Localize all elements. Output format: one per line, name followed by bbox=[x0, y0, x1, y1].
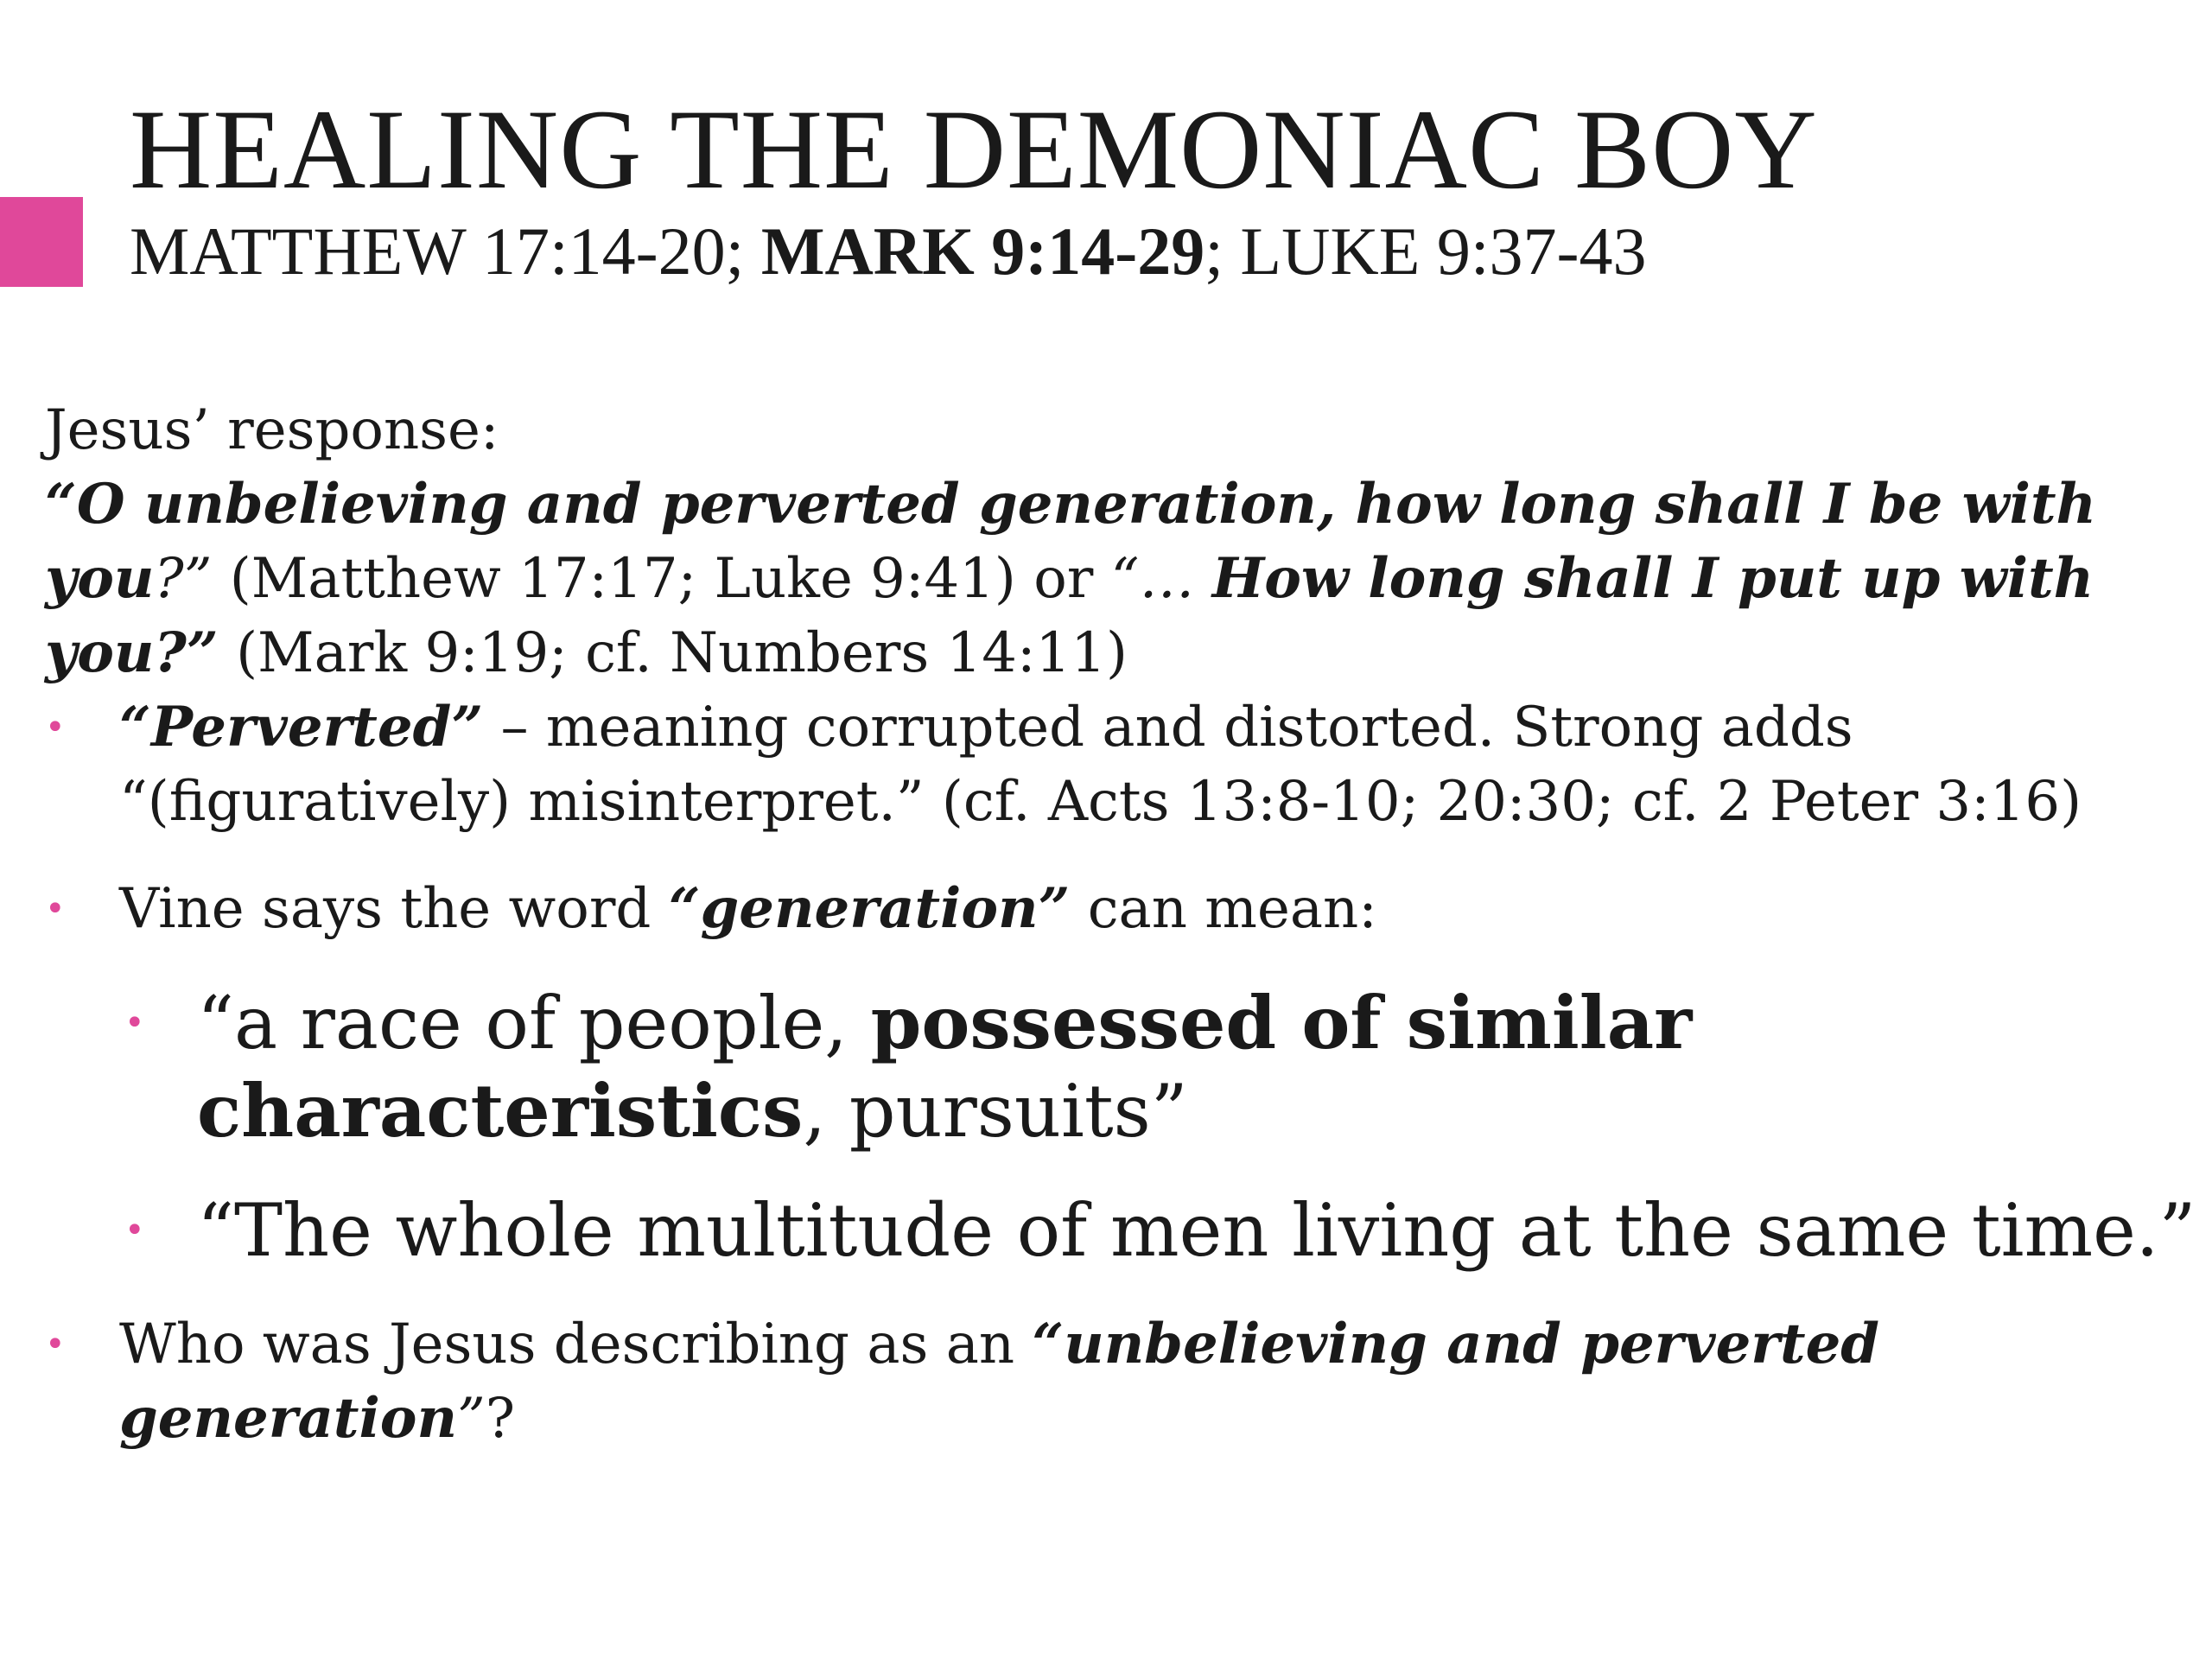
accent-block bbox=[0, 197, 83, 287]
list-item-perverted bbox=[45, 690, 2188, 839]
slide-subtitle bbox=[130, 214, 1647, 289]
multitude-text: “The whole multitude of men living at the same time.” bbox=[197, 1188, 2196, 1273]
race-text-start: “a race of people, bbox=[197, 981, 871, 1065]
subtitle-matthew: MATTHEW 17:14-20; bbox=[130, 213, 761, 289]
list-item-race bbox=[45, 979, 2188, 1155]
race-bold-text: possessed of similar characteristics bbox=[197, 980, 1693, 1154]
term-perverted: “Perverted” bbox=[119, 695, 484, 760]
bullet-icon: • bbox=[45, 708, 66, 747]
term-unbelieving-generation: “unbelieving and perverted generation bbox=[119, 1312, 1880, 1451]
bullet-icon: • bbox=[124, 1211, 145, 1250]
quote-ref1: (Matthew 17:17; Luke 9:41) or bbox=[212, 547, 1111, 611]
subtitle-luke: ; LUKE 9:37-43 bbox=[1205, 213, 1647, 289]
vine-sub-list bbox=[119, 979, 2196, 1274]
perverted-definition: – meaning corrupted and distorted. Strong adds “(figuratively) misinterpret.” (cf. Acts 13:8-10; 20:30; cf. 2 Peter 3:16) bbox=[119, 696, 2082, 834]
bullet-icon: • bbox=[124, 1003, 145, 1043]
term-close-quote: ” bbox=[457, 1387, 486, 1451]
list-item-vine bbox=[45, 872, 2196, 1274]
quote-part2: How long shall I put up with you?” bbox=[45, 546, 2094, 685]
quote-ref2: (Mark 9:19; cf. Numbers 14:11) bbox=[218, 621, 1128, 685]
question-mark: ? bbox=[485, 1387, 516, 1451]
list-item-question bbox=[45, 1307, 2188, 1456]
jesus-quote bbox=[45, 467, 2188, 690]
vine-text-start: Vine says the word bbox=[119, 877, 669, 941]
quote-part1-end: ?” bbox=[154, 547, 213, 611]
list-item-multitude bbox=[45, 1186, 2196, 1274]
term-generation: “generation” bbox=[668, 876, 1071, 941]
subtitle-mark: MARK 9:14-29 bbox=[760, 213, 1205, 289]
bullet-list bbox=[45, 690, 2196, 1456]
quote-part2-open: “… bbox=[1110, 547, 1212, 611]
question-text-start: Who was Jesus describing as an bbox=[119, 1313, 1033, 1376]
bullet-icon: • bbox=[45, 1325, 66, 1364]
race-text-end: , pursuits” bbox=[803, 1069, 1188, 1154]
slide-body bbox=[45, 393, 2196, 1489]
quote-part1: “O unbelieving and perverted generation, how long shall I be with you bbox=[45, 472, 2097, 611]
bullet-icon: • bbox=[45, 889, 66, 929]
intro-text: Jesus’ response: bbox=[45, 398, 499, 462]
vine-text-end: can mean: bbox=[1070, 877, 1377, 941]
slide-title: HEALING THE DEMONIAC BOY bbox=[130, 86, 1818, 213]
